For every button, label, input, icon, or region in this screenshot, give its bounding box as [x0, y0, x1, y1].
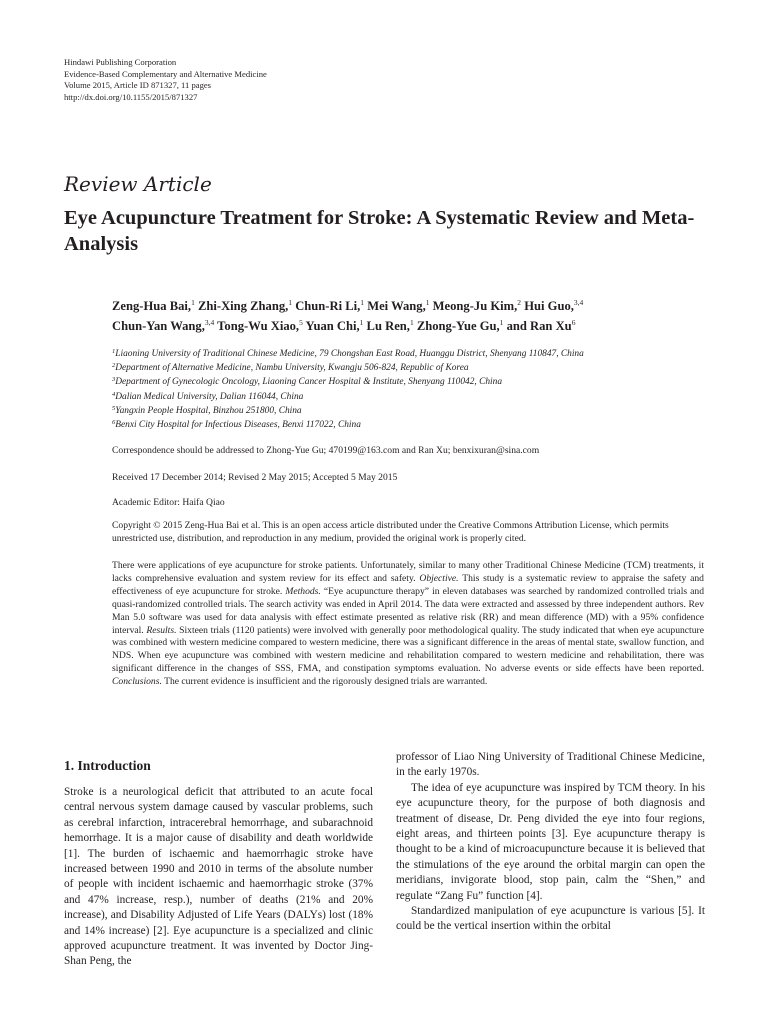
section-heading: 1. Introduction	[64, 758, 151, 773]
author-affiliation-mark: 2	[517, 298, 522, 307]
affiliation-number: 3	[112, 376, 116, 384]
author-name: Zhi-Xing Zhang,	[197, 299, 289, 313]
body-column-right	[396, 750, 705, 935]
author-name: Chun-Ri Li,	[295, 299, 361, 313]
author-affiliation-mark: 1	[360, 298, 365, 307]
affiliation-number: 2	[112, 362, 116, 370]
affiliation-text: Department of Alternative Medicine, Nambu University, Kwangju 506-824, Republic of Korea	[115, 363, 469, 374]
copyright-notice: Copyright © 2015 Zeng-Hua Bai et al. This is an open access article distributed under the Creative Commons Attribution License, which permits unrestricted use, distribution, and reproduction in any medium, provided the original work is properly cited.	[112, 520, 669, 545]
author-name: Hui Guo,	[524, 299, 574, 313]
affiliation-item	[112, 404, 722, 418]
body-paragraph: The idea of eye acupuncture was inspired by TCM theory. In his eye acupuncture theory, for the purpose of both diagnosis and treatment of disease, Dr. Peng divided the eye into four regions, eight areas, and thirteen points [3]. Eye acupuncture therapy is thought to be a kind of microacupuncture because it is believed that the stimulations of the eye around the orbital margin can open the meridians, invigorate blood, stop pain, calm the “Shen,” and regulate “Zang Fu” function [4].	[396, 781, 705, 902]
affiliation-list	[112, 347, 722, 432]
author-name: Meong-Ju Kim,	[432, 299, 518, 313]
abstract-results-label: Results.	[146, 624, 177, 636]
abstract-objective: This study is a systematic review to appraise the safety and effectiveness of eye acupuncture for stroke.	[112, 572, 704, 597]
journal-name: Evidence-Based Complementary and Alternative Medicine	[64, 68, 267, 79]
affiliation-item	[112, 361, 722, 375]
author-name: Yuan Chi,	[305, 319, 360, 333]
author-name: Zeng-Hua Bai,	[112, 299, 192, 313]
affiliation-number: 5	[112, 404, 116, 412]
affiliation-item	[112, 375, 722, 389]
abstract-conclusions-label: Conclusions.	[112, 676, 162, 688]
affiliation-item	[112, 390, 722, 404]
author-affiliation-mark: 1	[425, 298, 430, 307]
author-affiliation-mark: 1	[359, 318, 364, 327]
abstract-results: Sixteen trials (1120 patients) were involved with generally poor methodological quality. The study indicated that when eye acupuncture was combined with western medicine compared to western medicine, there was a significant difference in the areas of mental state, swallow function, and NDS. When eye acupuncture was combined with western medicine and rehabilitation compared to western medicine and rehabilitation, there was significant difference in the changes of SSS, FMA, and constipation symptoms evaluation. No adverse events or side effects have been reported.	[112, 624, 704, 675]
author-affiliation-mark: 1	[499, 318, 504, 327]
body-column-left	[64, 758, 373, 970]
author-affiliation-mark: 1	[288, 298, 293, 307]
paper-title: Eye Acupuncture Treatment for Stroke: A Systematic Review and Meta-Analysis	[64, 207, 695, 255]
affiliation-number: 4	[112, 390, 116, 398]
author-list	[112, 296, 712, 336]
author-name: Chun-Yan Wang,	[112, 319, 205, 333]
author-affiliation-mark: 3,4	[573, 298, 584, 307]
affiliation-text: Dalian Medical University, Dalian 116044, China	[115, 391, 304, 402]
affiliation-text: Benxi City Hospital for Infectious Diseases, Benxi 117022, China	[115, 420, 361, 431]
body-paragraph: Stroke is a neurological deficit that attributed to an acute focal central nervous system damage caused by vascular problems, such as cerebral infarction, intracerebral hemorrhage, and subarachnoid hemorrhage. It is a major cause of disability and death worldwide [1]. The burden of ischaemic and haemorrhagic stroke have increased between 1990 and 2010 in terms of the absolute number of people with incident ischaemic and haemorrhagic stroke (37% and 47% increase, resp.), number of deaths (21% and 20% increase), and Disability Adjusted of Life Years (DALYs) lost (18% and 14% increase) [2]. Eye acupuncture is a specialized and clinic approved acupuncture treatment. It was invented by Doctor Jing-Shan Peng, the	[64, 786, 373, 968]
author-affiliation-mark: 1	[191, 298, 195, 307]
affiliation-text: Department of Gynecologic Oncology, Liaoning Cancer Hospital & Institute, Shenyang 110042, China	[115, 377, 503, 388]
publisher-name: Hindawi Publishing Corporation	[64, 57, 177, 67]
received-dates: Received 17 December 2014; Revised 2 May 2015; Accepted 5 May 2015	[112, 472, 398, 483]
author-name: Tong-Wu Xiao,	[217, 319, 300, 333]
author-name: Mei Wang,	[367, 299, 426, 313]
abstract-conclusions: The current evidence is insufficient and the rigorously designed trials are warranted.	[164, 676, 488, 688]
journal-header	[64, 57, 267, 103]
body-paragraph: professor of Liao Ning University of Traditional Chinese Medicine, in the early 1970s.	[396, 751, 705, 779]
abstract-methods-label: Methods.	[285, 585, 321, 597]
author-name: and Ran Xu	[506, 319, 572, 333]
abstract	[112, 560, 704, 689]
affiliation-text: Liaoning University of Traditional Chinese Medicine, 79 Chongshan East Road, Huanggu District, Shenyang 110847, China	[115, 349, 584, 359]
author-name: Lu Ren,	[366, 319, 410, 333]
affiliation-text: Yangxin People Hospital, Binzhou 251800, China	[115, 405, 302, 416]
author-affiliation-mark: 3,4	[204, 318, 215, 327]
correspondence-note: Correspondence should be addressed to Zhong-Yue Gu; 470199@163.com and Ran Xu; benxixuran@sina.com	[112, 445, 540, 456]
article-type: Review Article	[64, 172, 212, 196]
academic-editor: Academic Editor: Haifa Qiao	[112, 497, 225, 508]
author-affiliation-mark: 6	[571, 318, 576, 327]
body-paragraph: Standardized manipulation of eye acupuncture is various [5]. It could be the vertical insertion within the orbital	[396, 905, 705, 933]
abstract-methods: “Eye acupuncture therapy” in eleven databases was searched by randomized controlled trials and quasi-randomized controlled trials. The search activity was ended in April 2014. The data were extracted and assessed by three independent authors. Rev Man 5.0 software was used for data analysis with effect estimate presented as relative risk (RR) and mean difference (MD) with a 95% confidence interval.	[112, 585, 704, 636]
abstract-intro: There were applications of eye acupuncture for stroke patients. Unfortunately, similar to many other Traditional Chinese Medicine (TCM) treatments, it lacks comprehensive evaluation and system review for its effect and safety.	[112, 560, 704, 584]
author-affiliation-mark: 1	[409, 318, 414, 327]
affiliation-number: 6	[112, 419, 116, 427]
doi-link[interactable]: http://dx.doi.org/10.1155/2015/871327	[64, 91, 198, 102]
affiliation-number: 1	[112, 348, 116, 355]
author-name: Zhong-Yue Gu,	[416, 319, 500, 333]
abstract-objective-label: Objective.	[419, 572, 459, 584]
author-affiliation-mark: 5	[299, 318, 303, 327]
affiliation-item	[112, 418, 722, 432]
volume-info: Volume 2015, Article ID 871327, 11 pages	[64, 80, 212, 90]
affiliation-item	[112, 347, 722, 361]
